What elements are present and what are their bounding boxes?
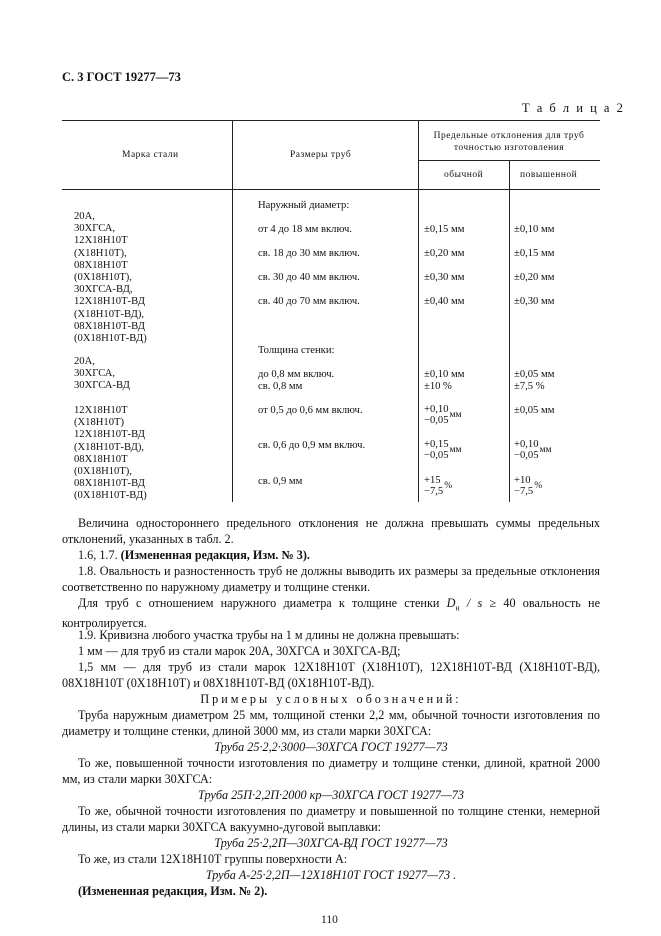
od-normal-2: ±0,20 мм: [424, 248, 465, 259]
outer-diameter-label: Наружный диаметр:: [258, 200, 350, 211]
wall-high-4: [514, 439, 552, 461]
steel-grade: 12Х18Н10Т-ВД: [74, 296, 145, 308]
tolerance-upper: +10: [514, 475, 531, 486]
steel-grade: (Х18Н10Т-ВД),: [74, 441, 145, 453]
steel-grade: (Х18Н10Т-ВД),: [74, 308, 145, 320]
designation-example-4: Труба А-25·2,2П—12Х18Н10Т ГОСТ 19277—73 .: [205, 868, 457, 882]
clause-number: 1.6, 1.7.: [78, 548, 121, 562]
wall-size-5: св. 0,9 мм: [258, 476, 303, 487]
tolerance-unit: мм: [449, 444, 462, 455]
wall-size-2: св. 0,8 мм: [258, 381, 303, 392]
tolerance-unit: %: [534, 480, 543, 491]
od-size-4: св. 40 до 70 мм включ.: [258, 296, 360, 307]
ovality-text-start: Для труб с отношением наружного диаметра к толщине стенки: [78, 596, 447, 610]
amendment-note-2: (Измененная редакция, Изм. № 2).: [78, 884, 268, 898]
steel-grade: 30ХГСА-ВД: [74, 380, 130, 392]
col-header-deviations: Предельные отклонения для труб точностью изготовления: [433, 131, 585, 153]
steel-grade: (Х18Н10Т),: [74, 247, 127, 259]
steel-grade: 12Х18Н10Т: [74, 235, 128, 247]
od-high-1: ±0,10 мм: [514, 224, 555, 235]
steel-grade: (0Х18Н10Т),: [74, 466, 132, 478]
wall-high-3: ±0,05 мм: [514, 405, 555, 416]
steel-grade: 30ХГСА,: [74, 368, 116, 380]
col-header-normal: обычной: [444, 170, 484, 180]
od-normal-3: ±0,30 мм: [424, 272, 465, 283]
wall-size-3: от 0,5 до 0,6 мм включ.: [258, 405, 363, 416]
formula-d-subscript: н: [455, 603, 460, 613]
wall-normal-2: ±10 %: [424, 381, 452, 392]
table-col-divider-3: [509, 160, 510, 502]
tolerance-lower: −0,05: [424, 450, 449, 461]
wall-normal-5: [424, 475, 452, 497]
paragraph-deviation-note: Величина одностороннего предельного отклонения не должна превышать суммы предельных отклонений, указанных в табл. 2.: [62, 516, 600, 546]
od-high-4: ±0,30 мм: [514, 296, 555, 307]
steel-grade: 08Х18Н10Т: [74, 453, 128, 465]
ovality-text-end: ≥ 40 овальность не контролируется.: [62, 596, 600, 631]
designation-example-2: Труба 25П·2,2П·2000 кр—30ХГСА ГОСТ 19277—73: [198, 788, 464, 802]
amendment-note: (Измененная редакция, Изм. № 3).: [120, 548, 310, 562]
steel-grade: (0Х18Н10Т-ВД): [74, 333, 147, 345]
wall-high-1: ±0,05 мм: [514, 369, 555, 380]
paragraph-example-2: То же, повышенной точности изготовления по диаметру и толщине стенки, длиной, кратной 2000 мм, из стали марки 30ХГСА:: [62, 756, 600, 786]
paragraph-1-9: 1.9. Кривизна любого участка трубы на 1 м длины не должна превышать:: [78, 628, 460, 642]
steel-grade: 08Х18Н10Т: [74, 259, 128, 271]
wall-size-1: до 0,8 мм включ.: [258, 369, 335, 380]
tolerance-unit: мм: [449, 409, 462, 420]
steel-grade: 08Х18Н10Т-ВД: [74, 320, 145, 332]
steel-grade: 20А,: [74, 356, 95, 367]
paragraph-amendment-3: [62, 548, 600, 564]
wall-normal-3: [424, 404, 462, 426]
formula-s: / s: [459, 596, 483, 610]
tolerance-unit: мм: [539, 444, 552, 455]
table-col-divider-1: [232, 120, 233, 502]
paragraph-example-4: То же, из стали 12Х18Н10Т группы поверхности А:: [78, 852, 348, 866]
page-header: С. 3 ГОСТ 19277—73: [62, 70, 181, 84]
steel-grade: 12Х18Н10Т-ВД: [74, 429, 145, 441]
steel-grade: 08Х18Н10Т-ВД: [74, 478, 145, 490]
paragraph-example-3: То же, обычной точности изготовления по диаметру и повышенной по толщине стенки, немерной длины, из стали марки 30ХГСА вакуумно-дуговой выплавки:: [62, 804, 600, 834]
tolerance-lower: −0,05: [424, 415, 449, 426]
wall-normal-4: [424, 439, 462, 461]
table-header-rule: [62, 189, 600, 190]
paragraph-curvature-2: 1,5 мм — для труб из стали марок 12Х18Н10Т (Х18Н10Т), 12Х18Н10Т-ВД (Х18Н10Т-ВД), 08Х18Н10Т (0Х18Н10Т) и 08Х18Н10Т-ВД (0Х18Н10Т-ВД).: [62, 660, 600, 690]
od-high-3: ±0,20 мм: [514, 272, 555, 283]
steel-grade: (0Х18Н10Т),: [74, 272, 132, 284]
col-header-high: повышенной: [520, 170, 578, 180]
steel-group-2: [74, 356, 130, 393]
tolerance-upper: +0,10: [424, 404, 449, 415]
paragraph-1-8: 1.8. Овальность и разностенность труб не должны выводить их размеры за предельные отклонения соответственно по наружному диаметру и толщине стенки.: [62, 564, 600, 594]
examples-heading: Примеры условных обозначений:: [200, 692, 462, 706]
od-normal-4: ±0,40 мм: [424, 296, 465, 307]
page-number: 110: [321, 914, 338, 926]
tolerance-lower: −7,5: [424, 486, 444, 497]
od-size-2: св. 18 до 30 мм включ.: [258, 248, 360, 259]
od-normal-1: ±0,15 мм: [424, 224, 465, 235]
tolerance-upper: +0,15: [424, 439, 449, 450]
col-header-sizes: Размеры труб: [290, 150, 352, 160]
wall-high-5: [514, 475, 542, 497]
table-top-rule: [62, 120, 600, 121]
steel-grade: (0Х18Н10Т-ВД): [74, 490, 147, 502]
paragraph-curvature-1: 1 мм — для труб из стали марок 20А, 30ХГСА и 30ХГСА-ВД;: [78, 644, 401, 658]
steel-grade: 30ХГСА,: [74, 223, 116, 235]
designation-example-3: Труба 25·2,2П—30ХГСА-ВД ГОСТ 19277—73: [214, 836, 448, 850]
wall-normal-1: ±0,10 мм: [424, 369, 465, 380]
wall-high-2: ±7,5 %: [514, 381, 545, 392]
od-high-2: ±0,15 мм: [514, 248, 555, 259]
steel-grade: (Х18Н10Т): [74, 417, 125, 429]
formula-d: D: [446, 596, 456, 610]
table-caption: Т а б л и ц а 2: [522, 101, 625, 115]
designation-example-1: Труба 25·2,2·3000—30ХГСА ГОСТ 19277—73: [214, 740, 448, 754]
od-size-1: от 4 до 18 мм включ.: [258, 224, 352, 235]
steel-grade: 30ХГСА-ВД,: [74, 284, 133, 296]
wall-size-4: св. 0,6 до 0,9 мм включ.: [258, 440, 366, 451]
tolerance-upper: +0,10: [514, 439, 539, 450]
paragraph-example-1: Труба наружным диаметром 25 мм, толщиной стенки 2,2 мм, обычной точности изготовления по диаметру и толщине стенки, длиной 3000 мм, из стали марки 30ХГСА:: [62, 708, 600, 738]
steel-grade: 12Х18Н10Т: [74, 405, 128, 416]
paragraph-ovality: [62, 596, 600, 632]
tolerance-upper: +15: [424, 475, 441, 486]
od-size-3: св. 30 до 40 мм включ.: [258, 272, 360, 283]
steel-grade: 20А,: [74, 211, 95, 222]
steel-group-1: [74, 211, 147, 345]
steel-group-3: [74, 405, 147, 503]
tolerance-unit: %: [444, 480, 453, 491]
tolerance-lower: −0,05: [514, 450, 539, 461]
tolerance-lower: −7,5: [514, 486, 534, 497]
table-col-divider-2: [418, 120, 419, 502]
wall-thickness-label: Толщина стенки:: [258, 345, 335, 356]
col-header-steel: Марка стали: [122, 150, 179, 160]
